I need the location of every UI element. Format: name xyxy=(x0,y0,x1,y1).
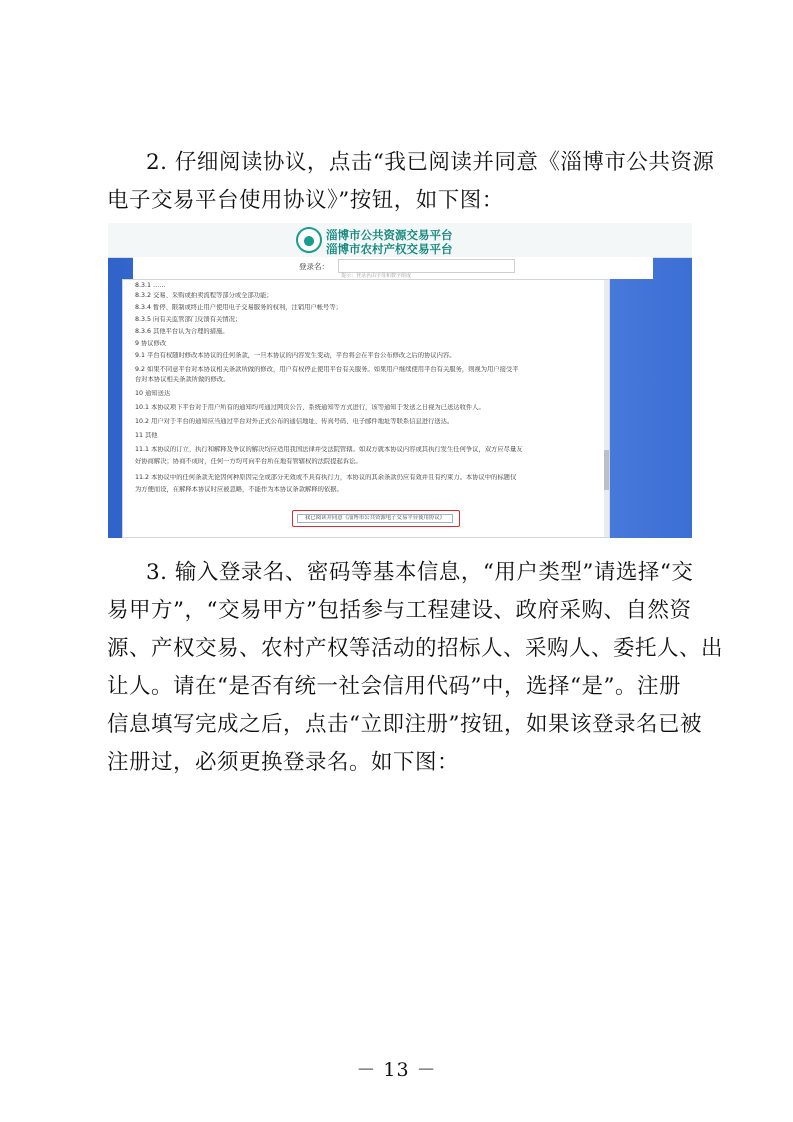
login-name-hint: 提示：登录名由字母和数字组成 xyxy=(341,273,412,279)
agreement-line: 好协商解决；协商不成时，任何一方均可向平台所在地有管辖权的法院提起诉讼。 xyxy=(135,458,362,465)
instruction-step-2 xyxy=(107,144,715,220)
paragraph-line: 易甲方”，“交易甲方”包括参与工程建设、政府采购、自然资 xyxy=(107,598,692,623)
agree-button-highlight xyxy=(292,510,460,527)
agreement-screenshot xyxy=(108,223,692,538)
site-header xyxy=(108,223,692,258)
platform-logo-icon xyxy=(296,227,322,253)
agreement-line: 10 通知送达 xyxy=(135,390,171,397)
agreement-line: 8.3.1 …… xyxy=(135,282,166,289)
site-title-secondary: 淄博市农村产权交易平台 xyxy=(326,242,453,256)
agreement-line: 10.1 本协议项下平台对于用户所有的通知均可通过网页公告、系统通知等方式进行，该等通知于发送之日视为已送达收件人。 xyxy=(135,404,485,411)
instruction-step-3 xyxy=(107,554,724,782)
paragraph-line: 让人。请在“是否有统一社会信用代码”中，选择“是”。注册 xyxy=(107,674,681,699)
agreement-line: 8.3.5 向有关监管部门反馈有关情况； xyxy=(135,316,242,323)
login-name-input[interactable] xyxy=(338,259,515,273)
login-name-label: 登录名： xyxy=(299,262,329,271)
scrollbar-thumb[interactable] xyxy=(604,450,609,490)
paragraph-line: 2. 仔细阅读协议，点击“我已阅读并同意《淄博市公共资源 xyxy=(146,150,715,175)
agreement-line: 为方便而设，在解释本协议时应被忽略，不能作为本协议条款解释的依据。 xyxy=(135,486,343,493)
agreement-line: 9 协议修改 xyxy=(135,340,167,347)
page-number: － 13 － xyxy=(356,1059,437,1081)
paragraph-line: 注册过，必须更换登录名。如下图： xyxy=(107,750,460,775)
agreement-line: 台对本协议相关条款所做的修改。 xyxy=(135,376,230,383)
paragraph-line: 电子交易平台使用协议》”按钮，如下图： xyxy=(107,188,504,213)
agreement-line: 8.3.6 其他平台认为合理的措施。 xyxy=(135,328,229,335)
agreement-line: 9.2 如果不同意平台对本协议相关条款所做的修改，用户有权停止使用平台有关服务。如果用户继续使用平台有关服务，则视为用户接受平 xyxy=(135,366,519,373)
paragraph-line: 源、产权交易、农村产权等活动的招标人、采购人、委托人、出 xyxy=(107,636,724,661)
agreement-line: 11.2 本协议中的任何条款无论因何种原因完全或部分无效或不具有执行力，本协议的其余条款仍应有效并且有约束力。本协议中的标题仅 xyxy=(135,474,517,481)
registration-form-top xyxy=(133,257,653,279)
paragraph-line: 信息填写完成之后，点击“立即注册”按钮，如果该登录名已被 xyxy=(107,712,702,737)
agreement-line: 8.3.2 交易、采购或拍卖流程等部分或全部功能； xyxy=(135,292,273,299)
agreement-line: 11.1 本协议的订立、执行和解释及争议的解决均应适用我国法律并受法院管辖。如双方就本协议内容或其执行发生任何争议，双方应尽量友 xyxy=(135,446,523,453)
agreement-scrollbar[interactable] xyxy=(604,280,609,537)
agreement-line: 10.2 用户对于平台的通知应当通过平台对外正式公布的通信地址、传真号码、电子邮件地址等联系信息进行送达。 xyxy=(135,418,454,425)
agreement-line: 11 其他 xyxy=(135,432,158,439)
paragraph-line: 3. 输入登录名、密码等基本信息，“用户类型”请选择“交 xyxy=(146,560,694,585)
agreement-line: 8.3.4 暂停、限制或终止用户使用电子交易服务的权利，注销用户帐号等； xyxy=(135,304,342,311)
agree-button[interactable]: 我已阅读并同意《淄博市公共资源电子交易平台使用协议》 xyxy=(297,514,453,523)
site-title-primary: 淄博市公共资源交易平台 xyxy=(326,228,453,242)
agreement-text-panel[interactable] xyxy=(122,279,610,538)
agreement-line: 9.1 平台有权随时修改本协议的任何条款，一旦本协议的内容发生变动，平台将会在平台公布修改之后的协议内容。 xyxy=(135,352,456,359)
